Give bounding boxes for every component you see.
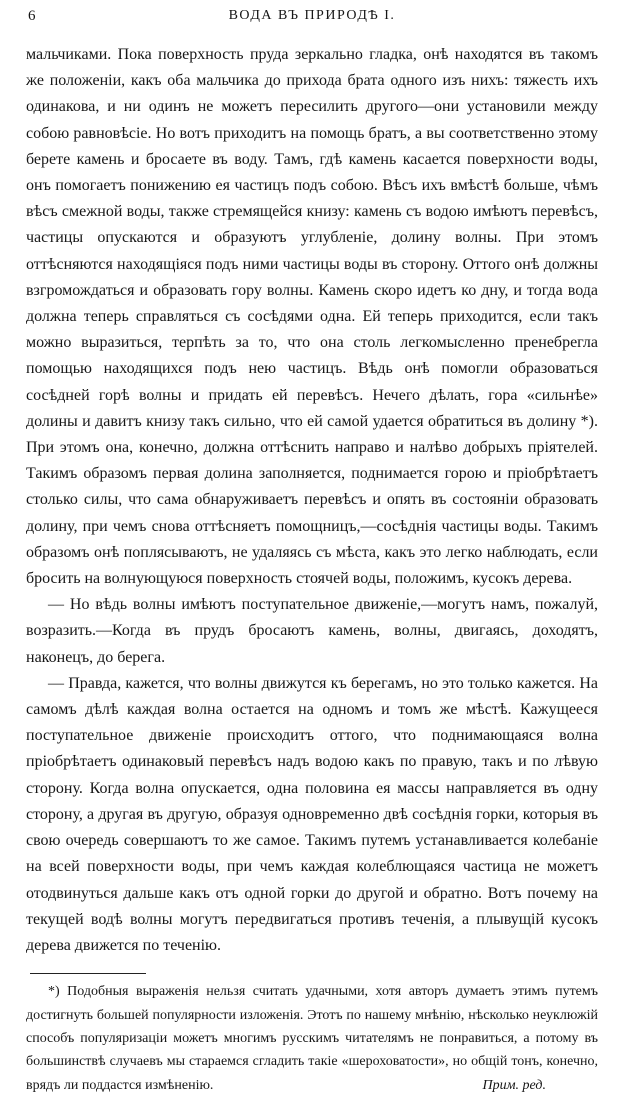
paragraph-waves-explanation: мальчиками. Пока поверхность пруда зеркально гладка, онѣ находятся въ такомъ же положеніи, какъ оба мальчика до прихода брата одного изъ нихъ: тяжесть ихъ одинакова, и ни одинъ не можетъ пересилить другого—они установили между собою равновѣсіе. Но вотъ приходитъ на помощь братъ, а вы соответственно этому берете камень и бросаете въ воду. Тамъ, гдѣ камень касается поверхности воды, онъ помогаетъ понижению ея частицъ подъ собою. Вѣсъ ихъ вмѣстѣ больше, чѣмъ вѣсъ смежной воды, также стремящейся книзу: камень съ водою имѣютъ перевѣсъ, частицы опускаются и образуютъ углубленіе, долину волны. При этомъ оттѣсняются находящіяся подъ ними частицы воды въ сторону. Оттого онѣ должны взгромождаться и образовать гору волны. Камень скоро идетъ ко дну, и тогда вода должна теперь справляться съ сосѣдями одна. Ей теперь приходится, если такъ можно выразиться, терпѣть за то, что она столь легкомысленно пренебрегла помощью находящихся подъ нею частицъ. Вѣдь онѣ помогли образоваться сосѣдней горѣ волны и придать ей перевѣсъ. Нечего дѣлать, гора «сильнѣе» долины и давитъ книзу такъ сильно, что ей самой удается обратиться въ долину *). При этомъ она, конечно, должна оттѣснить направо и налѣво добрыхъ пріятелей. Такимъ образомъ первая долина заполняется, поднимается горою и пріобрѣтаетъ столько силы, что сама обнаруживаетъ перевѣсъ и опять въ состояніи образовать долину, при чемъ снова оттѣсняетъ помощницъ,—сосѣднія частицы воды. Такимъ образомъ онѣ поплясываютъ, не удаляясь съ мѣста, какъ это легко наблюдать, если бросить на волнующуюся поверхность стоячей воды, положимъ, кусокъ дерева.	[26, 46, 598, 588]
page-number: 6	[28, 8, 36, 24]
page-header	[26, 8, 598, 32]
body-text	[26, 42, 598, 959]
footnote	[26, 980, 598, 1097]
paragraph-objection: — Но вѣдь волны имѣютъ поступательное движеніе,—могутъ намъ, пожалуй, возразить.—Когда въ прудъ бросаютъ камень, волны, двигаясь, доходятъ, наконецъ, до берега.	[26, 596, 598, 666]
footnote-text: *) Подобныя выраженія нельзя считать удачными, хотя авторъ думаетъ этимъ путемъ достигнуть большей популярности изложенія. Этотъ по нашему мнѣнію, нѣсколько неуклюжій способъ популяризаціи можетъ многимъ русскимъ читателямъ не понравиться, а потому въ большинствѣ случаевъ мы стараемся сгладить такіе «шероховатости», но общій тонъ, конечно, врядъ ли поддастся измѣненію.	[26, 984, 598, 1093]
paragraph-answer: — Правда, кажется, что волны движутся къ берегамъ, но это только кажется. На самомъ дѣлѣ каждая волна остается на одномъ и томъ же мѣстѣ. Кажущееся поступательное движеніе происходитъ оттого, что поднимающаяся волна пріобрѣтаетъ одинаковый перевѣсъ надъ водою какъ по правую, такъ и по лѣвую сторону. Когда волна опускается, одна половина ея массы направляется въ одну сторону, а другая въ другую, образуя одновременно двѣ сосѣднія горки, которыя въ свою очередь совершаютъ то же самое. Такимъ путемъ устанавливается колебаніе на всей поверхности воды, при чемъ каждая колеблющаяся частица не можетъ отодвинуться дальше какъ отъ одной горки до другой и обратно. Вотъ почему на текущей водѣ волны могутъ передвигаться противъ теченія, а плывущій кусокъ дерева движется по теченію.	[26, 674, 598, 954]
footnote-signature: Прим. ред.	[482, 1077, 546, 1093]
running-title: ВОДА ВЪ ПРИРОДѢ I.	[228, 8, 396, 23]
footnote-divider	[30, 973, 146, 974]
